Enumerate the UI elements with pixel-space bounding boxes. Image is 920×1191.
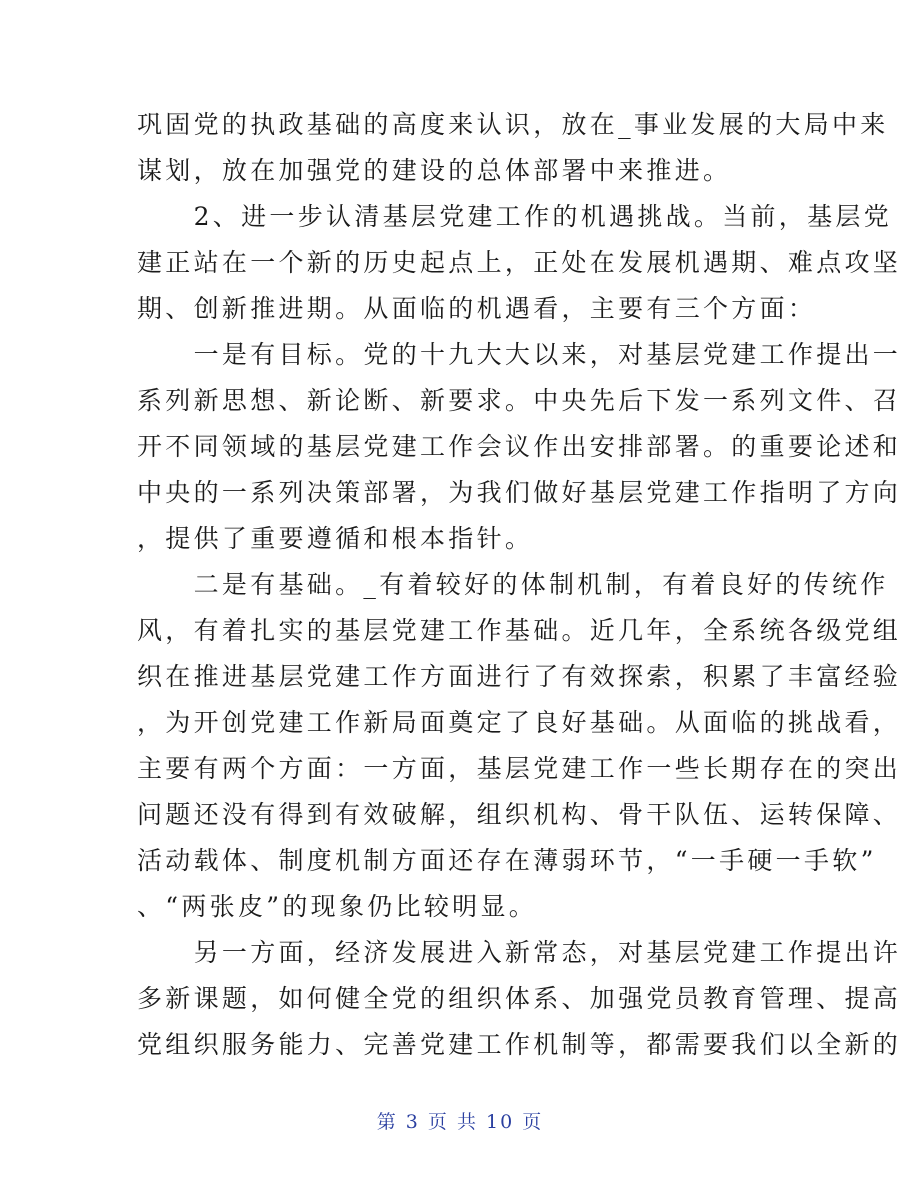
body-line-2: 谋划，放在加强党的建设的总体部署中来推进。 [137,156,732,185]
body-line-14: ，为开创党建工作新局面奠定了良好基础。从面临的挑战看， [137,708,902,737]
body-line-19: 另一方面，经济发展进入新常态，对基层党建工作提出许 [137,938,902,967]
body-line-6: 一是有目标。党的十九大大以来，对基层党建工作提出一 [137,340,902,369]
page-number-footer: 第 3 页 共 10 页 [376,1111,544,1133]
body-line-13: 织在推进基层党建工作方面进行了有效探索，积累了丰富经验 [137,662,902,691]
body-line-21: 党组织服务能力、完善党建工作机制等，都需要我们以全新的 [137,1030,902,1059]
body-line-12: 风，有着扎实的基层党建工作基础。近几年，全系统各级党组 [137,616,902,645]
body-line-7: 系列新思想、新论断、新要求。中央先后下发一系列文件、召 [137,386,902,415]
body-line-8: 开不同领域的基层党建工作会议作出安排部署。的重要论述和 [137,432,902,461]
body-line-17: 活动载体、制度机制方面还存在薄弱环节，“一手硬一手软” [137,846,877,875]
body-line-11: 二是有基础。_有着较好的体制机制，有着良好的传统作 [137,570,889,599]
body-line-15: 主要有两个方面：一方面，基层党建工作一些长期存在的突出 [137,754,902,783]
body-line-3: 2、进一步认清基层党建工作的机遇挑战。当前，基层党 [137,202,893,231]
body-line-16: 问题还没有得到有效破解，组织机构、骨干队伍、运转保障、 [137,800,902,829]
body-line-1: 巩固党的执政基础的高度来认识，放在_事业发展的大局中来 [137,110,889,139]
body-line-20: 多新课题，如何健全党的组织体系、加强党员教育管理、提高 [137,984,902,1013]
body-line-4: 建正站在一个新的历史起点上，正处在发展机遇期、难点攻坚 [137,248,902,277]
body-line-18: 、“两张皮”的现象仍比较明显。 [137,892,538,921]
body-line-10: ，提供了重要遵循和根本指针。 [137,524,534,553]
body-line-5: 期、创新推进期。从面临的机遇看，主要有三个方面： [137,294,817,323]
body-line-9: 中央的一系列决策部署，为我们做好基层党建工作指明了方向 [137,478,902,507]
